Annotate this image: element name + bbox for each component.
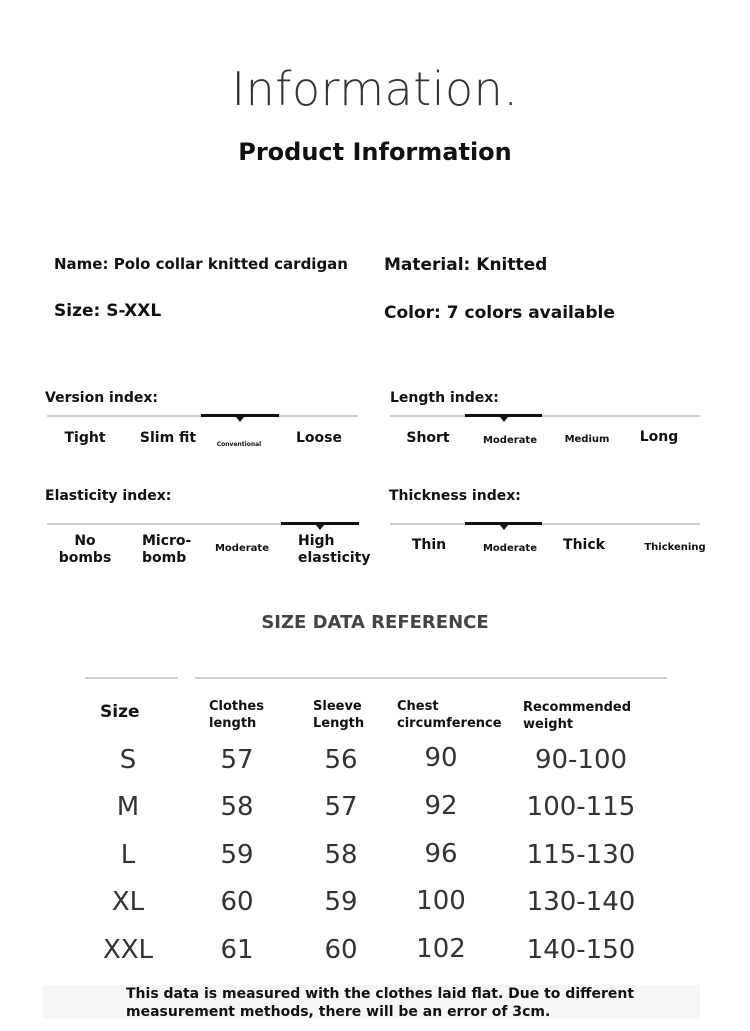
row-m-clothes-length: 58	[220, 792, 254, 822]
version-option-loose: Loose	[296, 430, 342, 446]
page-title: Information.	[231, 62, 519, 116]
version-index-marker	[236, 417, 244, 422]
product-size: Size: S-XXL	[54, 301, 162, 321]
row-xxl-size: XXL	[102, 935, 154, 965]
row-xxl-chest: 102	[416, 934, 466, 964]
thickness-index-marker	[500, 525, 508, 530]
row-xl-size: XL	[111, 887, 145, 917]
product-name: Name: Polo collar knitted cardigan	[54, 255, 348, 273]
header-chest-circumference: Chest circumference	[397, 699, 502, 731]
elasticity-option-moderate: Moderate	[214, 543, 269, 554]
thickness-option-moderate: Moderate	[482, 543, 537, 554]
length-option-long: Long	[639, 429, 679, 445]
length-index-marker	[500, 417, 508, 422]
row-xl-clothes-length: 60	[220, 887, 254, 917]
length-option-moderate: Moderate	[482, 435, 537, 446]
page-subtitle: Product Information	[238, 138, 512, 166]
product-material: Material: Knitted	[384, 255, 548, 275]
size-table-rule-right	[195, 677, 667, 679]
version-option-conventional: Conventional	[216, 441, 262, 448]
elasticity-index-marker	[316, 525, 324, 530]
elasticity-option-no-bombs: No bombs	[58, 533, 112, 566]
length-index-track	[390, 415, 700, 417]
length-option-short: Short	[406, 430, 450, 446]
thickness-option-thickening: Thickening	[644, 542, 706, 553]
row-s-weight: 90-100	[534, 745, 628, 775]
size-table-rule-left	[85, 677, 178, 679]
row-s-chest: 90	[424, 743, 458, 773]
version-index-title: Version index:	[45, 390, 158, 406]
length-option-medium: Medium	[564, 434, 610, 445]
row-xxl-clothes-length: 61	[220, 935, 254, 965]
row-m-sleeve-length: 57	[324, 792, 358, 822]
elasticity-option-high-elasticity: High elasticity	[298, 533, 371, 566]
elasticity-option-micro-bomb: Micro- bomb	[142, 533, 192, 566]
thickness-index-track	[390, 523, 700, 525]
row-l-sleeve-length: 58	[324, 840, 358, 870]
row-s-sleeve-length: 56	[324, 745, 358, 775]
row-m-chest: 92	[424, 791, 458, 821]
version-option-slim-fit: Slim fit	[139, 430, 197, 446]
row-l-chest: 96	[424, 839, 458, 869]
measurement-note: This data is measured with the clothes laid flat. Due to different measurement methods, there will be an error of 3cm.	[126, 986, 635, 1020]
row-m-weight: 100-115	[526, 792, 636, 822]
thickness-option-thick: Thick	[563, 537, 605, 553]
version-option-tight: Tight	[64, 430, 106, 446]
row-xl-chest: 100	[416, 886, 466, 916]
header-clothes-length: Clothes length	[209, 699, 264, 731]
length-index-title: Length index:	[390, 390, 499, 406]
thickness-option-thin: Thin	[411, 537, 447, 553]
row-l-clothes-length: 59	[220, 840, 254, 870]
header-recommended-weight: Recommended weight	[523, 700, 632, 732]
row-xxl-weight: 140-150	[526, 935, 636, 965]
row-l-size: L	[120, 840, 136, 870]
row-xl-weight: 130-140	[526, 887, 636, 917]
row-s-clothes-length: 57	[220, 745, 254, 775]
row-s-size: S	[119, 745, 137, 775]
row-m-size: M	[116, 792, 140, 822]
header-sleeve-length: Sleeve Length	[313, 699, 365, 731]
thickness-index-title: Thickness index:	[389, 488, 521, 504]
header-size: Size	[100, 702, 140, 722]
size-table-heading: SIZE DATA REFERENCE	[261, 612, 489, 633]
row-xl-sleeve-length: 59	[324, 887, 358, 917]
elasticity-index-title: Elasticity index:	[45, 488, 172, 504]
product-color: Color: 7 colors available	[384, 303, 615, 323]
row-xxl-sleeve-length: 60	[324, 935, 358, 965]
row-l-weight: 115-130	[526, 840, 636, 870]
